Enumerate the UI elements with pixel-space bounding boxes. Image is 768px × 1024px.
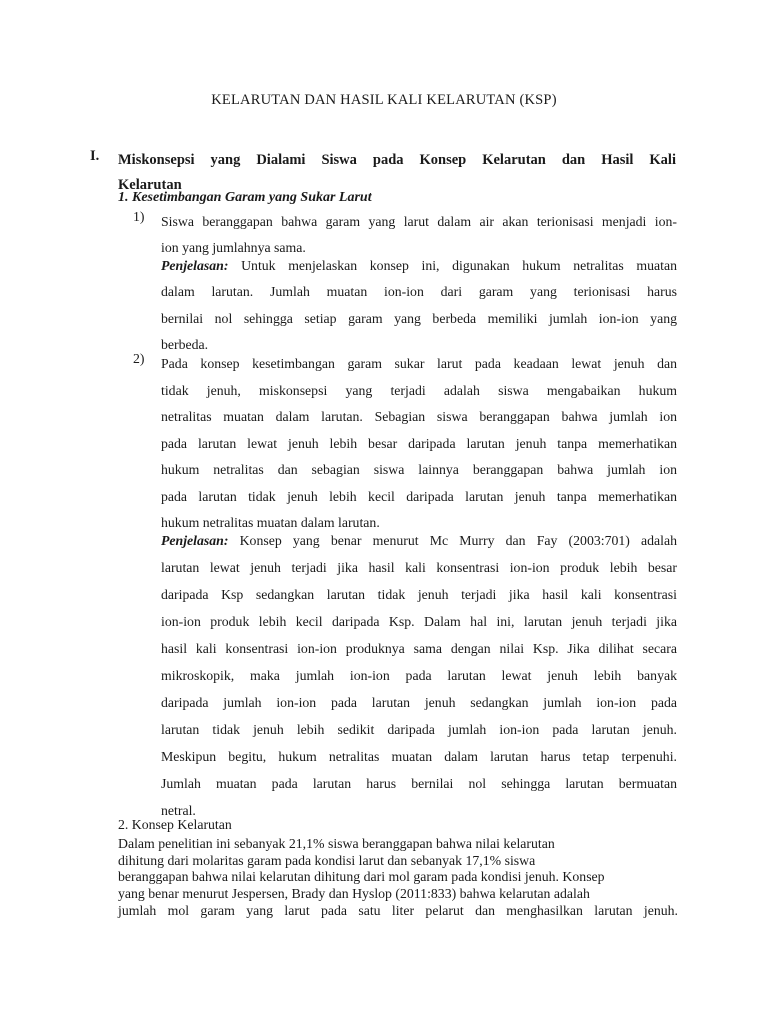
explanation-label: Penjelasan: <box>161 258 229 273</box>
section-title-line: Miskonsepsi yang Dialami Siswa pada Konsep Kelarutan dan Hasil Kali <box>118 152 676 168</box>
text-line: larutan tidak jenuh lebih sedikit daripada jumlah ion-ion pada larutan jenuh. <box>161 722 677 737</box>
subsection-1-title: 1. Kesetimbangan Garam yang Sukar Larut <box>118 190 372 205</box>
list-item-text <box>161 351 677 537</box>
text-line: beranggapan bahwa nilai kelarutan dihitung dari mol garam pada kondisi jenuh. Konsep <box>118 869 605 885</box>
text-line: jumlah mol garam yang larut pada satu liter pelarut dan menghasilkan larutan jenuh. <box>118 902 678 918</box>
subsection-2-paragraph <box>118 836 678 920</box>
explanation-text: Konsep yang benar menurut Mc Murry dan Fay (2003:701) adalah <box>228 533 677 548</box>
text-line: mikroskopik, maka jumlah ion-ion pada larutan lewat jenuh lebih banyak <box>161 668 677 683</box>
text-line: hukum netralitas muatan dalam larutan. <box>161 515 380 530</box>
text-line: Siswa beranggapan bahwa garam yang larut dalam air akan terionisasi menjadi ion- <box>161 214 677 229</box>
text-line: ion-ion produk lebih kecil daripada Ksp. Dalam hal ini, larutan jenuh terjadi jika <box>161 614 677 629</box>
text-line: netralitas muatan dalam larutan. Sebagian siswa beranggapan bahwa jumlah ion <box>161 409 677 424</box>
list-item-number: 1) <box>133 209 145 224</box>
text-line: Jumlah muatan pada larutan harus bernilai nol sehingga larutan bermuatan <box>161 776 677 791</box>
subsection-2-title: 2. Konsep Kelarutan <box>118 817 232 832</box>
text-line <box>161 527 677 554</box>
explanation-label: Penjelasan: <box>161 533 229 548</box>
explanation-text: Untuk menjelaskan konsep ini, digunakan hukum netralitas muatan <box>228 258 677 273</box>
text-line: yang benar menurut Jespersen, Brady dan Hyslop (2011:833) bahwa kelarutan adalah <box>118 886 590 902</box>
text-line: Dalam penelitian ini sebanyak 21,1% siswa beranggapan bahwa nilai kelarutan <box>118 836 555 851</box>
section-number: I. <box>90 148 100 164</box>
text-line: berbeda. <box>161 336 209 352</box>
text-line: pada larutan tidak jenuh lebih kecil daripada larutan jenuh tanpa memerhatikan <box>161 488 677 504</box>
text-line: netral. <box>161 803 196 818</box>
explanation-block <box>161 527 677 824</box>
text-line: Pada konsep kesetimbangan garam sukar larut pada keadaan lewat jenuh dan <box>161 356 677 371</box>
text-line: daripada jumlah ion-ion pada larutan jenuh sedangkan jumlah ion-ion pada <box>161 695 677 710</box>
text-line: pada larutan lewat jenuh lebih besar daripada larutan jenuh tanpa memerhatikan <box>161 435 677 451</box>
text-line: daripada Ksp sedangkan larutan tidak jenuh terjadi jika hasil kali konsentrasi <box>161 587 677 602</box>
text-line: hasil kali konsentrasi ion-ion produknya sama dengan nilai Ksp. Jika dilihat secara <box>161 641 677 656</box>
text-line <box>161 253 677 279</box>
text-line: dihitung dari molaritas garam pada kondisi larut dan sebanyak 17,1% siswa <box>118 852 536 868</box>
text-line: dalam larutan. Jumlah muatan ion-ion dari garam yang terionisasi harus <box>161 284 677 300</box>
list-item-number: 2) <box>133 351 145 366</box>
text-line: hukum netralitas dan sebagian siswa lainnya beranggapan bahwa jumlah ion <box>161 462 677 477</box>
text-line: tidak jenuh, miskonsepsi yang terjadi adalah siswa mengabaikan hukum <box>161 382 677 398</box>
text-line: Meskipun begitu, hukum netralitas muatan dalam larutan harus tetap terpenuhi. <box>161 749 677 764</box>
explanation-block <box>161 253 677 358</box>
document-title: KELARUTAN DAN HASIL KALI KELARUTAN (KSP) <box>211 92 557 108</box>
text-line: bernilai nol sehingga setiap garam yang berbeda memiliki jumlah ion-ion yang <box>161 310 677 326</box>
text-line: larutan lewat jenuh terjadi jika hasil kali konsentrasi ion-ion produk lebih besar <box>161 560 677 575</box>
text-line: ion yang jumlahnya sama. <box>161 240 306 255</box>
section-title-line: Kelarutan <box>118 177 182 193</box>
